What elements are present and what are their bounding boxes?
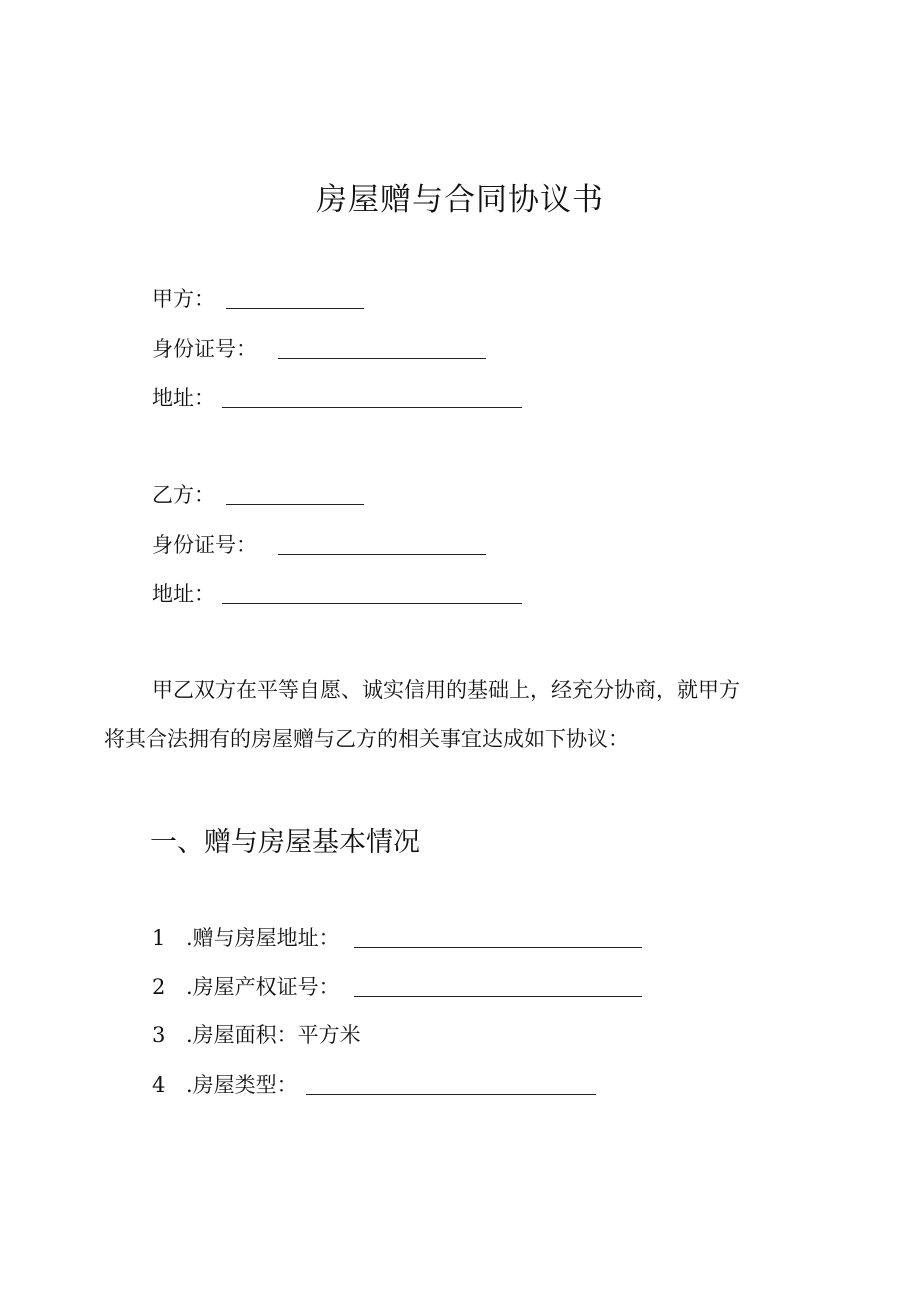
party-b-id-label: 身份证号：	[152, 533, 257, 557]
party-a-id-blank	[278, 358, 486, 359]
party-a-name-label: 甲方：	[152, 287, 215, 311]
party-a-name-field	[152, 284, 215, 314]
party-a-id-label: 身份证号：	[152, 337, 257, 361]
item-4-number: 4	[152, 1073, 166, 1097]
intro-line-1: 甲乙双方在平等自愿、诚实信用的基础上，经充分协商，就甲方	[152, 678, 740, 702]
party-b-id-blank	[278, 554, 486, 555]
party-b-name-label: 乙方：	[152, 483, 215, 507]
item-1-blank	[354, 947, 642, 948]
intro-line-2: 将其合法拥有的房屋赠与乙方的相关事宜达成如下协议：	[104, 727, 629, 751]
item-4-blank	[306, 1094, 596, 1095]
party-b-id-field	[152, 530, 257, 560]
item-1-number: 1	[152, 926, 166, 950]
party-a-address-field	[152, 383, 215, 413]
section-1-item-1	[152, 923, 340, 953]
item-1-label: .赠与房屋地址：	[186, 926, 340, 950]
section-1-heading: 一、赠与房屋基本情况	[150, 827, 420, 858]
section-1-item-3	[152, 1020, 361, 1050]
party-a-address-label: 地址：	[152, 386, 215, 410]
item-3-label: .房屋面积：平方米	[186, 1023, 361, 1047]
item-2-label: .房屋产权证号：	[186, 975, 340, 999]
document-title: 房屋赠与合同协议书	[316, 182, 604, 218]
section-1-item-4	[152, 1070, 298, 1100]
section-1-item-2	[152, 972, 340, 1002]
party-a-id-field	[152, 334, 257, 364]
item-3-number: 3	[152, 1023, 166, 1047]
party-b-address-field	[152, 579, 215, 609]
party-b-address-blank	[222, 603, 522, 604]
party-b-name-field	[152, 480, 215, 510]
item-2-blank	[354, 996, 642, 997]
item-2-number: 2	[152, 975, 166, 999]
party-a-name-blank	[226, 308, 364, 309]
item-4-label: .房屋类型：	[186, 1073, 298, 1097]
party-a-address-blank	[222, 407, 522, 408]
party-b-address-label: 地址：	[152, 582, 215, 606]
party-b-name-blank	[226, 504, 364, 505]
